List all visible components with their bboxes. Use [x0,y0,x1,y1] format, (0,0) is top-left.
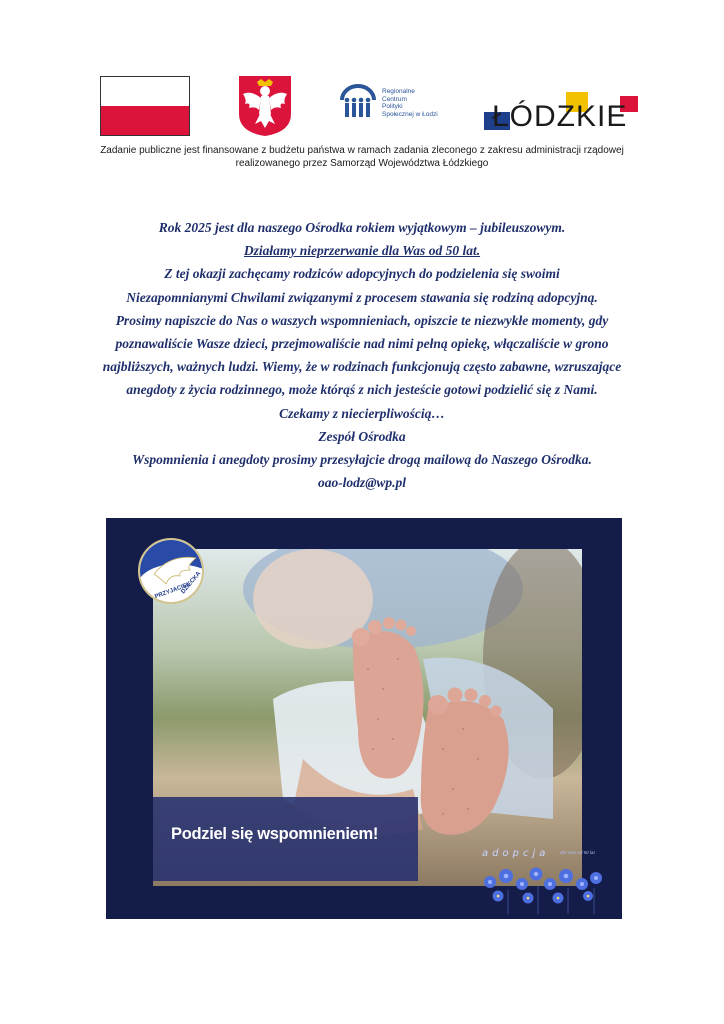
message-line: poznawaliście Wasze dzieci, przejmowaliście nad nimi pełną opiekę, włączaliście w grono [115,335,609,351]
rcps-name [382,88,462,118]
baby-feet-photo [153,549,582,886]
logo-bar [0,70,724,140]
message-line: najbliższych, ważnych ludzi. Wiemy, że w rodzinach funkcjonują często zabawne, wzruszające [102,359,622,375]
rcps-people-icon [338,82,378,122]
team-signature: Zespół Ośrodka [318,428,406,444]
forget-me-not-flowers-icon [478,860,618,916]
funding-line: realizowanego przez Samorząd Województwa Łódzkiego [235,158,489,169]
message-line: Z tej okazji zachęcamy rodziców adopcyjnych do podzielenia się swoimi [164,266,560,282]
lodzkie-wordmark: ŁÓDZKIE [492,100,628,133]
invitation-message [40,216,684,494]
rcps-line: Polityki [382,103,403,110]
poland-flag-icon [100,76,190,136]
rcps-line: Społecznej w Łodzi [382,110,438,118]
share-memory-banner [153,797,418,881]
message-line-underlined: Działamy nieprzerwanie dla Was od 50 lat. [243,243,481,259]
adopcja-logo [478,846,618,916]
badge-text-bottom: DZIECKA [180,570,203,596]
white-eagle-emblem-icon [237,74,293,138]
rcps-line: Regionalne [382,88,415,95]
przyjaciel-dziecka-badge [138,538,204,604]
adopcja-since: dla Was od 50 lat [560,850,595,855]
share-memory-label: Podziel się wspomnieniem! [171,825,379,843]
message-line: Czekamy z niecierpliwością… [279,405,445,421]
message-line: Niezapomnianymi Chwilami związanymi z procesem stawania się rodziną adopcyjną. [126,289,598,305]
poster [106,518,622,919]
message-line: anegdoty z życia rodzinnego, może którąś z nich jesteście gotowi podzielić się z Nami. [126,382,598,398]
funding-line: Zadanie publiczne jest finansowane z budżetu państwa w ramach zadania zleconego z zakresu administracji rządowej [100,145,624,156]
message-line: Prosimy napiszcie do Nas o waszych wspomnieniach, opiszcie te niezwykłe momenty, gdy [115,312,609,328]
contact-email: oao-lodz@wp.pl [317,475,407,491]
rcps-line: Centrum [382,95,407,103]
funding-note [0,144,724,170]
message-line: Wspomnienia i anegdoty prosimy przesyłajcie drogą mailową do Naszego Ośrodka. [132,451,592,467]
message-line: Rok 2025 jest dla naszego Ośrodka rokiem wyjątkowym – jubileuszowym. [158,220,566,235]
lodzkie-logo [484,90,644,134]
badge-text-top: PRZYJACIEL [154,581,192,601]
rcps-lodz-logo [338,82,458,138]
adopcja-word: adopcja [482,848,550,859]
